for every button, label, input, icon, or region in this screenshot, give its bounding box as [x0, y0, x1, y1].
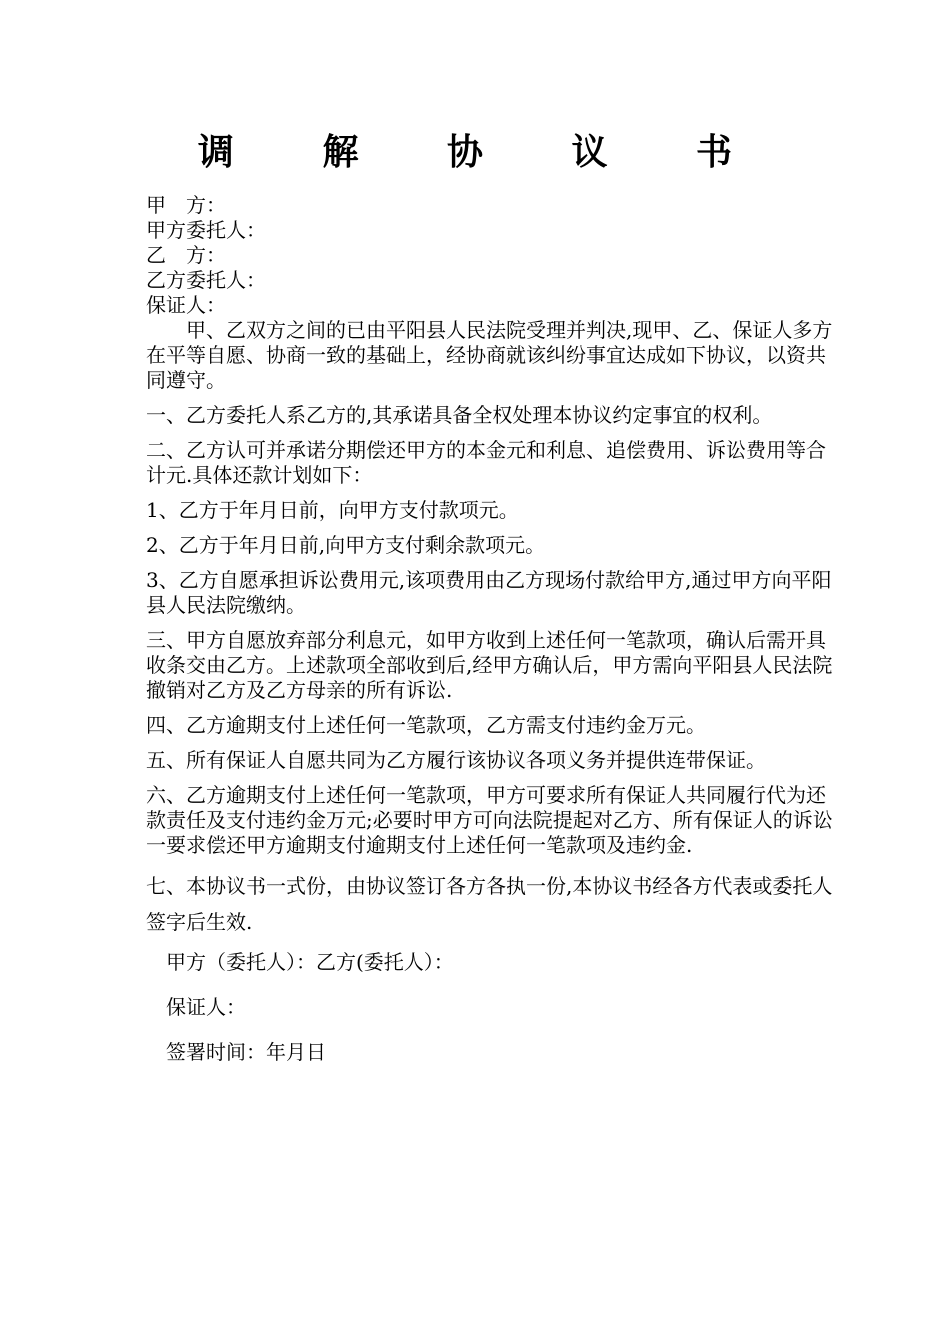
clause-2: 二、乙方认可并承诺分期偿还甲方的本金元和利息、追偿费用、诉讼费用等合计元.具体还款计划如下： — [146, 438, 826, 487]
party-line-jia: 甲 方： — [146, 193, 226, 217]
signature-block — [166, 950, 826, 1085]
signature-parties: 甲方（委托人）：乙方(委托人）： — [166, 950, 454, 974]
clause-2-item-3: 3、乙方自愿承担诉讼费用元,该项费用由乙方现场付款给甲方,通过甲方向平阳县人民法院缴纳。 — [146, 568, 832, 617]
clause-3: 三、甲方自愿放弃部分利息元，如甲方收到上述任何一笔款项，确认后需开具收条交由乙方。上述款项全部收到后,经甲方确认后，甲方需向平阳县人民法院撤销对乙方及乙方母亲的所有诉讼. — [146, 628, 833, 702]
clause-5: 五、所有保证人自愿共同为乙方履行该协议各项义务并提供连带保证。 — [146, 748, 766, 772]
clause-2-item-1: 1、乙方于年月日前，向甲方支付款项元。 — [146, 498, 519, 522]
party-line-jia-agent: 甲方委托人： — [146, 218, 266, 242]
agreement-body — [146, 318, 838, 940]
party-list — [146, 193, 836, 318]
signature-date: 签署时间：年月日 — [166, 1040, 326, 1064]
party-line-yi-agent: 乙方委托人： — [146, 268, 266, 292]
intro-paragraph: 甲、乙双方之间的已由平阳县人民法院受理并判决,现甲、乙、保证人多方在平等自愿、协商一致的基础上，经协商就该纠纷事宜达成如下协议，以资共同遵守。 — [146, 318, 833, 392]
party-line-guarantor: 保证人： — [146, 293, 226, 317]
party-line-yi: 乙 方： — [146, 243, 226, 267]
clause-4: 四、乙方逾期支付上述任何一笔款项，乙方需支付违约金万元。 — [146, 713, 706, 737]
document-title: 调 解 协 议 书 — [197, 131, 771, 173]
clause-2-item-2: 2、乙方于年月日前,向甲方支付剩余款项元。 — [146, 533, 546, 557]
clause-1: 一、乙方委托人系乙方的,其承诺具备全权处理本协议约定事宜的权利。 — [146, 403, 773, 427]
clause-6: 六、乙方逾期支付上述任何一笔款项，甲方可要求所有保证人共同履行代为还款责任及支付违约金万元;必要时甲方可向法院提起对乙方、所有保证人的诉讼一要求偿还甲方逾期支付逾期支付上述任何一笔款项及违约金. — [146, 783, 833, 857]
signature-guarantor: 保证人： — [166, 995, 246, 1019]
clause-7: 七、本协议书一式份，由协议签订各方各执一份,本协议书经各方代表或委托人签字后生效. — [146, 874, 833, 934]
